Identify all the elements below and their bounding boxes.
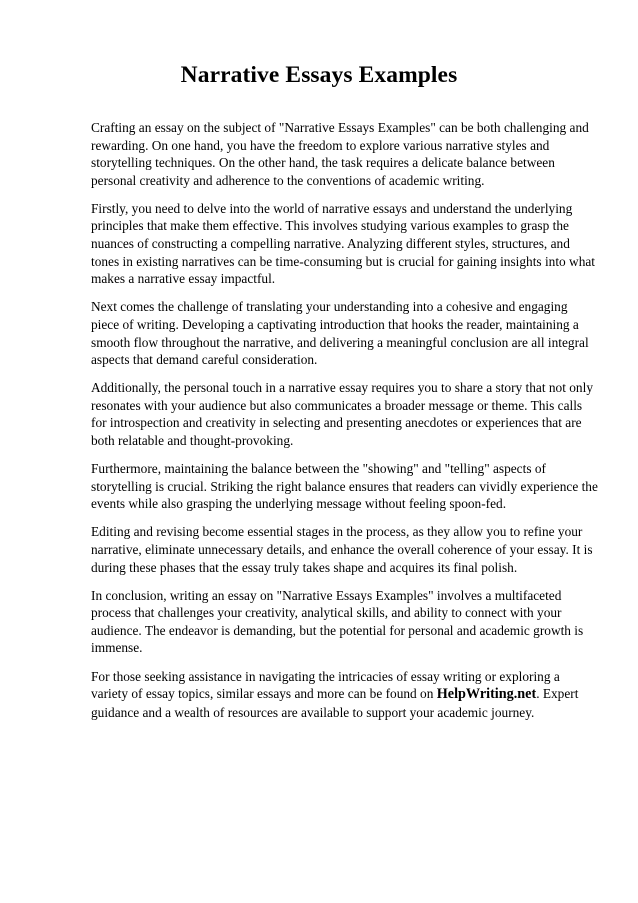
document-title: Narrative Essays Examples [180, 62, 458, 88]
paragraph-additionally: Additionally, the personal touch in a narrative essay requires you to share a story that not only resonates with your audience but also communicates a broader message or theme. This calls for introspection and creativity in selecting and presenting anecdotes or experiences that are both relatable and thought-provoking. [91, 380, 593, 448]
paragraph-closing [91, 668, 598, 722]
helpwriting-link[interactable]: HelpWriting.net [436, 686, 537, 703]
paragraph-conclusion: In conclusion, writing an essay on "Narrative Essays Examples" involves a multifaceted process that challenges your creativity, analytical skills, and ability to connect with your audience. The endeavor is demanding, but the potential for personal and academic growth is immense. [91, 587, 584, 656]
paragraph-next: Next comes the challenge of translating your understanding into a cohesive and engaging piece of writing. Developing a captivating introduction that hooks the reader, maintaining a smooth flow throughout the narrative, and delivering a meaningful conclusion are all integral aspects that demand careful consideration. [91, 299, 589, 368]
paragraph-intro: Crafting an essay on the subject of "Narrative Essays Examples" can be both challenging and rewarding. On one hand, you have the freedom to explore various narrative styles and storytelling techniques. On the other hand, the task requires a delicate balance between personal creativity and adherence to the conventions of academic writing. [91, 120, 589, 188]
closing-text-before-link: For those seeking assistance in navigating the intricacies of essay writing or exploring a variety of essay topics, similar essays and more can be found on [91, 668, 560, 702]
closing-text-after-link: . Expert guidance and a wealth of resources are available to support your academic journey. [91, 686, 579, 720]
paragraph-furthermore: Furthermore, maintaining the balance between the "showing" and "telling" aspects of storytelling is crucial. Striking the right balance ensures that readers can vividly experience the events while also grasping the underlying message without feeling spoon-fed. [91, 461, 598, 512]
paragraph-editing: Editing and revising become essential stages in the process, as they allow you to refine your narrative, eliminate unnecessary details, and enhance the overall coherence of your essay. It is during these phases that the essay truly takes shape and acquires its final polish. [91, 524, 593, 575]
paragraph-firstly: Firstly, you need to delve into the world of narrative essays and understand the underlying principles that make them effective. This involves studying various examples to grasp the nuances of constructing a compelling narrative. Analyzing different styles, structures, and tones in existing narratives can be time-consuming but is crucial for gaining insights into what makes a narrative essay impactful. [91, 200, 595, 287]
